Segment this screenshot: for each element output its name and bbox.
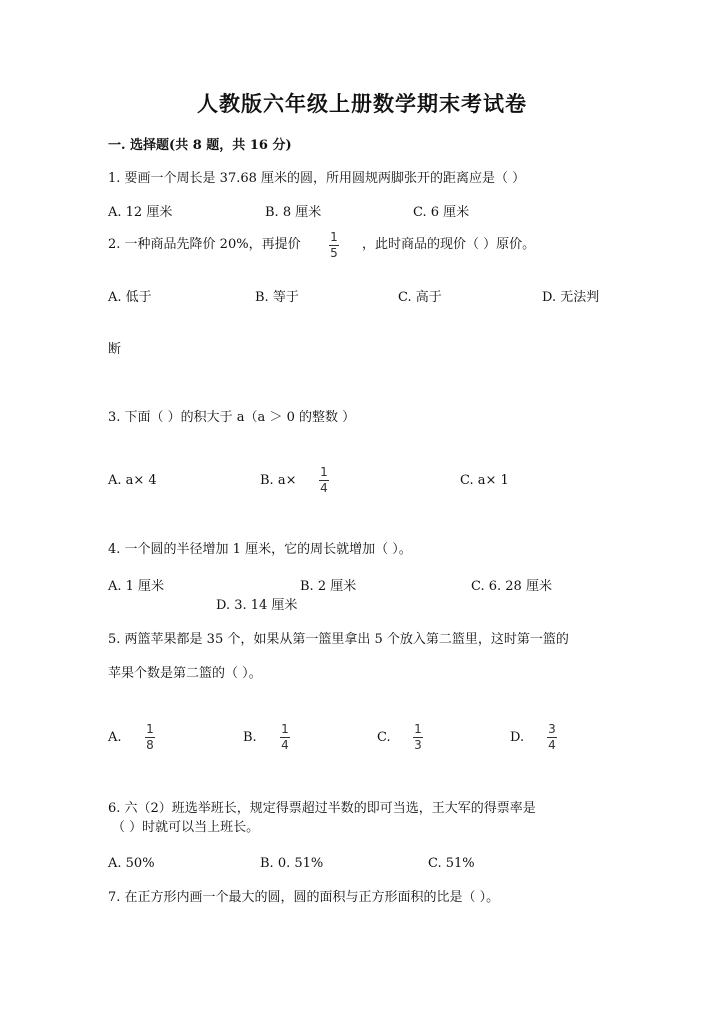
question-5-option-b-fraction: [280, 723, 290, 752]
fraction-denominator: 4: [281, 738, 289, 752]
question-5-option-a-fraction: [145, 723, 155, 752]
question-1-option-c: C. 6 厘米: [413, 205, 470, 220]
question-5-option-a: A.: [108, 730, 122, 745]
question-6-option-c: C. 51%: [428, 856, 475, 871]
question-4-option-d: D. 3. 14 厘米: [216, 598, 298, 613]
question-5-option-c-fraction: [413, 723, 423, 752]
question-4-stem: 4. 一个圆的半径增加 1 厘米，它的周长就增加（ ）。: [108, 542, 412, 557]
question-2-option-d-continued: 断: [108, 342, 122, 357]
fraction-denominator: 4: [548, 738, 556, 752]
question-4-option-c: C. 6. 28 厘米: [471, 579, 552, 594]
question-4-option-a: A. 1 厘米: [108, 579, 165, 594]
section-heading: 一. 选择题(共 8 题，共 16 分): [108, 138, 292, 153]
question-5-stem-line-2: 苹果个数是第二篮的（ ）。: [108, 666, 262, 681]
question-2-option-d: D. 无法判: [542, 290, 600, 305]
question-6-stem-line-2: （ ）时就可以当上班长。: [112, 820, 260, 835]
question-4-option-b: B. 2 厘米: [300, 579, 357, 594]
question-7-stem: 7. 在正方形内画一个最大的圆，圆的面积与正方形面积的比是（ ）。: [108, 890, 500, 905]
question-3-option-a: A. a× 4: [108, 473, 157, 488]
question-1-option-b: B. 8 厘米: [265, 205, 322, 220]
fraction-numerator: 1: [320, 465, 328, 479]
question-6-option-b: B. 0. 51%: [260, 856, 324, 871]
question-5-option-d: D.: [510, 730, 525, 745]
question-3-stem: 3. 下面（ ）的积大于 a（a ＞ 0 的整数 ）: [108, 410, 356, 425]
question-5-stem-line-1: 5. 两篮苹果都是 35 个，如果从第一篮里拿出 5 个放入第二篮里，这时第一篮的: [108, 632, 569, 647]
question-1-stem: 1. 要画一个周长是 37.68 厘米的圆，所用圆规两脚张开的距离应是（ ）: [108, 171, 526, 186]
question-2-stem-start: 2. 一种商品先降价 20%，再提价: [108, 237, 301, 252]
fraction-numerator: 1: [330, 230, 338, 244]
question-5-option-c: C.: [377, 730, 391, 745]
fraction-denominator: 3: [414, 738, 422, 752]
question-5-option-d-fraction: [547, 723, 557, 752]
question-6-stem-line-1: 6. 六（2）班选举班长，规定得票超过半数的即可当选，王大军的得票率是: [108, 801, 536, 816]
question-2-option-c: C. 高于: [398, 290, 442, 305]
question-2-option-a: A. 低于: [108, 290, 152, 305]
page-title: 人教版六年级上册数学期末考试卷: [197, 91, 527, 116]
question-6-option-a: A. 50%: [108, 856, 155, 871]
fraction-numerator: 1: [281, 722, 289, 736]
question-2-stem-end: ，此时商品的现价（ ）原价。: [362, 237, 536, 252]
question-3-option-b: B. a×: [260, 473, 297, 488]
question-5-option-b: B.: [243, 730, 257, 745]
question-1-option-a: A. 12 厘米: [108, 205, 173, 220]
fraction-numerator: 1: [414, 722, 422, 736]
fraction-denominator: 8: [146, 738, 154, 752]
question-3-option-b-fraction: [319, 466, 329, 495]
fraction-denominator: 4: [320, 481, 328, 495]
question-3-option-c: C. a× 1: [460, 473, 509, 488]
fraction-numerator: 3: [548, 722, 556, 736]
fraction-denominator: 5: [330, 246, 338, 260]
question-2-fraction: [329, 231, 339, 260]
question-2-option-b: B. 等于: [255, 290, 299, 305]
fraction-numerator: 1: [146, 722, 154, 736]
